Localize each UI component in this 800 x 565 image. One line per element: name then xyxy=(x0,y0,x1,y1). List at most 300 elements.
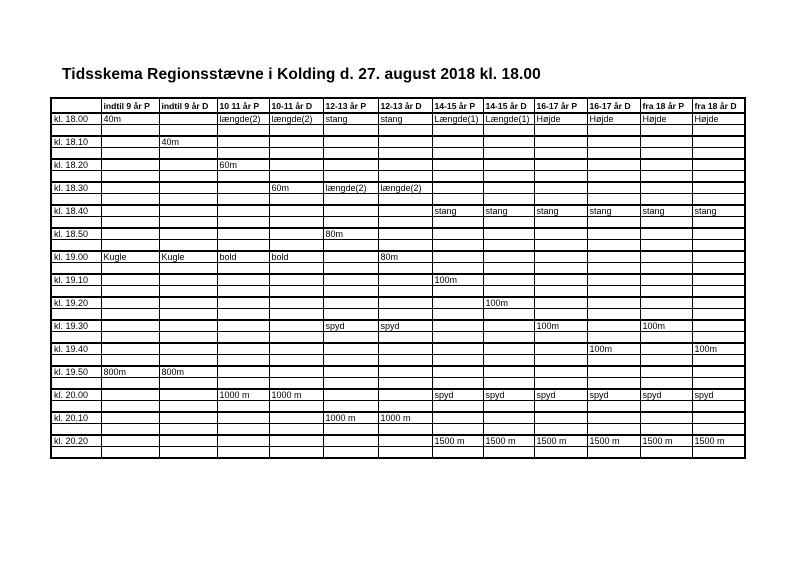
event-cell xyxy=(692,182,745,194)
event-cell xyxy=(269,297,323,309)
event-cell: spyd xyxy=(432,389,483,401)
spacer-row xyxy=(51,217,745,229)
empty-cell xyxy=(101,125,159,137)
event-cell: 60m xyxy=(269,182,323,194)
event-cell xyxy=(101,389,159,401)
empty-cell xyxy=(483,263,534,275)
event-cell xyxy=(217,320,269,332)
event-cell xyxy=(483,366,534,378)
empty-cell xyxy=(432,263,483,275)
empty-cell xyxy=(269,263,323,275)
empty-cell xyxy=(51,378,101,390)
empty-cell xyxy=(323,148,378,160)
column-header: 14-15 år D xyxy=(483,98,534,113)
empty-cell xyxy=(101,148,159,160)
empty-cell xyxy=(51,309,101,321)
empty-cell xyxy=(692,332,745,344)
event-cell xyxy=(692,366,745,378)
event-cell: 100m xyxy=(483,297,534,309)
empty-cell xyxy=(587,125,640,137)
event-cell xyxy=(587,228,640,240)
event-cell xyxy=(483,343,534,355)
event-cell xyxy=(217,205,269,217)
table-row xyxy=(51,320,745,332)
empty-cell xyxy=(534,424,587,436)
spacer-row xyxy=(51,286,745,298)
event-cell xyxy=(432,320,483,332)
empty-cell xyxy=(101,309,159,321)
empty-cell xyxy=(269,194,323,206)
empty-cell xyxy=(217,401,269,413)
table-row xyxy=(51,136,745,148)
empty-cell xyxy=(692,401,745,413)
empty-cell xyxy=(640,424,692,436)
empty-cell xyxy=(587,194,640,206)
empty-cell xyxy=(269,125,323,137)
empty-cell xyxy=(323,240,378,252)
empty-cell xyxy=(483,171,534,183)
event-cell xyxy=(640,366,692,378)
event-cell xyxy=(534,297,587,309)
event-cell xyxy=(269,228,323,240)
empty-cell xyxy=(269,148,323,160)
empty-cell xyxy=(432,194,483,206)
event-cell xyxy=(534,136,587,148)
empty-cell xyxy=(217,171,269,183)
empty-cell xyxy=(159,148,217,160)
event-cell xyxy=(101,205,159,217)
empty-cell xyxy=(432,355,483,367)
empty-cell xyxy=(432,401,483,413)
event-cell: 800m xyxy=(159,366,217,378)
event-cell xyxy=(692,274,745,286)
empty-cell xyxy=(432,332,483,344)
spacer-row xyxy=(51,309,745,321)
empty-cell xyxy=(378,332,432,344)
empty-cell xyxy=(159,401,217,413)
event-cell xyxy=(483,182,534,194)
empty-cell xyxy=(640,378,692,390)
empty-cell xyxy=(587,286,640,298)
event-cell xyxy=(378,159,432,171)
empty-cell xyxy=(587,217,640,229)
event-cell xyxy=(640,274,692,286)
event-cell: 100m xyxy=(640,320,692,332)
event-cell xyxy=(534,366,587,378)
event-cell: spyd xyxy=(692,389,745,401)
event-cell: 1500 m xyxy=(534,435,587,447)
event-cell xyxy=(640,297,692,309)
empty-cell xyxy=(432,378,483,390)
event-cell xyxy=(640,343,692,355)
event-cell xyxy=(269,412,323,424)
empty-cell xyxy=(640,125,692,137)
event-cell xyxy=(483,320,534,332)
event-cell: stang xyxy=(483,205,534,217)
empty-cell xyxy=(323,378,378,390)
event-cell: spyd xyxy=(534,389,587,401)
empty-cell xyxy=(323,194,378,206)
event-cell: stang xyxy=(534,205,587,217)
event-cell xyxy=(483,412,534,424)
empty-cell xyxy=(159,240,217,252)
empty-cell xyxy=(692,194,745,206)
empty-cell xyxy=(269,424,323,436)
empty-cell xyxy=(269,286,323,298)
empty-cell xyxy=(159,355,217,367)
event-cell xyxy=(323,251,378,263)
event-cell: Højde xyxy=(534,113,587,125)
empty-cell xyxy=(534,355,587,367)
event-cell xyxy=(587,136,640,148)
empty-cell xyxy=(432,171,483,183)
empty-cell xyxy=(378,240,432,252)
time-cell: kl. 18.50 xyxy=(51,228,101,240)
event-cell: 40m xyxy=(159,136,217,148)
event-cell xyxy=(269,205,323,217)
event-cell xyxy=(587,251,640,263)
empty-cell xyxy=(587,401,640,413)
event-cell xyxy=(378,228,432,240)
event-cell xyxy=(159,412,217,424)
event-cell xyxy=(101,136,159,148)
empty-cell xyxy=(323,332,378,344)
empty-cell xyxy=(101,217,159,229)
event-cell: 60m xyxy=(217,159,269,171)
time-cell: kl. 19.10 xyxy=(51,274,101,286)
event-cell xyxy=(378,136,432,148)
empty-cell xyxy=(269,355,323,367)
event-cell: spyd xyxy=(378,320,432,332)
empty-cell xyxy=(483,240,534,252)
column-header: 10 11 år P xyxy=(217,98,269,113)
empty-cell xyxy=(640,240,692,252)
event-cell xyxy=(323,297,378,309)
spacer-row xyxy=(51,125,745,137)
empty-cell xyxy=(159,424,217,436)
time-cell: kl. 20.10 xyxy=(51,412,101,424)
event-cell: bold xyxy=(269,251,323,263)
event-cell: 40m xyxy=(101,113,159,125)
event-cell: længde(2) xyxy=(269,113,323,125)
event-cell: længde(2) xyxy=(323,182,378,194)
empty-cell xyxy=(534,217,587,229)
event-cell xyxy=(269,274,323,286)
empty-cell xyxy=(51,355,101,367)
event-cell: stang xyxy=(692,205,745,217)
empty-cell xyxy=(483,194,534,206)
empty-cell xyxy=(217,217,269,229)
event-cell xyxy=(587,274,640,286)
event-cell xyxy=(217,274,269,286)
event-cell xyxy=(217,182,269,194)
event-cell: 80m xyxy=(323,228,378,240)
event-cell xyxy=(323,205,378,217)
empty-cell xyxy=(101,263,159,275)
empty-cell xyxy=(640,148,692,160)
empty-cell xyxy=(323,125,378,137)
event-cell xyxy=(217,136,269,148)
event-cell xyxy=(323,366,378,378)
event-cell xyxy=(101,297,159,309)
empty-cell xyxy=(159,194,217,206)
empty-cell xyxy=(217,286,269,298)
event-cell: 1000 m xyxy=(217,389,269,401)
empty-cell xyxy=(640,286,692,298)
empty-cell xyxy=(51,447,101,459)
spacer-row xyxy=(51,263,745,275)
empty-cell xyxy=(159,125,217,137)
event-cell xyxy=(101,320,159,332)
table-row xyxy=(51,113,745,125)
empty-cell xyxy=(101,240,159,252)
event-cell xyxy=(217,435,269,447)
empty-cell xyxy=(378,194,432,206)
empty-cell xyxy=(378,424,432,436)
empty-cell xyxy=(159,171,217,183)
event-cell xyxy=(587,182,640,194)
empty-cell xyxy=(587,171,640,183)
event-cell xyxy=(217,228,269,240)
event-cell xyxy=(101,435,159,447)
empty-cell xyxy=(159,332,217,344)
event-cell: 80m xyxy=(378,251,432,263)
event-cell xyxy=(534,251,587,263)
header-corner-cell xyxy=(51,98,101,113)
event-cell xyxy=(587,297,640,309)
event-cell: stang xyxy=(640,205,692,217)
event-cell: Kugle xyxy=(101,251,159,263)
empty-cell xyxy=(483,332,534,344)
table-row xyxy=(51,435,745,447)
event-cell: Længde(1) xyxy=(432,113,483,125)
event-cell xyxy=(159,343,217,355)
empty-cell xyxy=(640,263,692,275)
empty-cell xyxy=(378,286,432,298)
event-cell xyxy=(692,228,745,240)
event-cell: stang xyxy=(587,205,640,217)
empty-cell xyxy=(101,355,159,367)
event-cell: 100m xyxy=(432,274,483,286)
schedule-table xyxy=(50,97,746,459)
event-cell: 1500 m xyxy=(432,435,483,447)
event-cell xyxy=(483,228,534,240)
event-cell xyxy=(101,159,159,171)
spacer-row xyxy=(51,447,745,459)
event-cell: Højde xyxy=(587,113,640,125)
event-cell xyxy=(378,435,432,447)
time-cell: kl. 19.00 xyxy=(51,251,101,263)
empty-cell xyxy=(269,240,323,252)
empty-cell xyxy=(534,309,587,321)
empty-cell xyxy=(269,171,323,183)
empty-cell xyxy=(534,447,587,459)
event-cell xyxy=(534,412,587,424)
event-cell xyxy=(692,136,745,148)
event-cell xyxy=(269,435,323,447)
event-cell xyxy=(217,412,269,424)
empty-cell xyxy=(587,355,640,367)
time-cell: kl. 18.10 xyxy=(51,136,101,148)
empty-cell xyxy=(378,378,432,390)
event-cell xyxy=(323,274,378,286)
empty-cell xyxy=(51,194,101,206)
event-cell xyxy=(483,136,534,148)
event-cell xyxy=(101,412,159,424)
empty-cell xyxy=(692,447,745,459)
empty-cell xyxy=(51,240,101,252)
event-cell xyxy=(432,136,483,148)
empty-cell xyxy=(101,194,159,206)
table-row xyxy=(51,182,745,194)
event-cell xyxy=(159,389,217,401)
event-cell xyxy=(640,228,692,240)
empty-cell xyxy=(159,447,217,459)
empty-cell xyxy=(101,171,159,183)
spacer-row xyxy=(51,171,745,183)
empty-cell xyxy=(51,424,101,436)
empty-cell xyxy=(323,171,378,183)
event-cell xyxy=(323,435,378,447)
empty-cell xyxy=(217,148,269,160)
empty-cell xyxy=(51,217,101,229)
empty-cell xyxy=(692,240,745,252)
empty-cell xyxy=(378,447,432,459)
empty-cell xyxy=(692,424,745,436)
empty-cell xyxy=(217,355,269,367)
event-cell: 1500 m xyxy=(640,435,692,447)
empty-cell xyxy=(534,171,587,183)
table-row xyxy=(51,343,745,355)
empty-cell xyxy=(587,309,640,321)
event-cell xyxy=(432,366,483,378)
empty-cell xyxy=(587,148,640,160)
empty-cell xyxy=(378,355,432,367)
empty-cell xyxy=(269,447,323,459)
time-cell: kl. 18.20 xyxy=(51,159,101,171)
column-header: 12-13 år P xyxy=(323,98,378,113)
event-cell xyxy=(378,274,432,286)
event-cell xyxy=(640,251,692,263)
empty-cell xyxy=(483,355,534,367)
time-cell: kl. 19.50 xyxy=(51,366,101,378)
empty-cell xyxy=(51,171,101,183)
table-row xyxy=(51,205,745,217)
column-header: 12-13 år D xyxy=(378,98,432,113)
event-cell xyxy=(378,297,432,309)
column-header: fra 18 år P xyxy=(640,98,692,113)
event-cell xyxy=(159,320,217,332)
empty-cell xyxy=(483,125,534,137)
event-cell: 100m xyxy=(534,320,587,332)
event-cell xyxy=(534,159,587,171)
event-cell xyxy=(159,435,217,447)
event-cell xyxy=(269,159,323,171)
event-cell xyxy=(101,343,159,355)
empty-cell xyxy=(692,217,745,229)
event-cell xyxy=(534,228,587,240)
empty-cell xyxy=(378,263,432,275)
event-cell xyxy=(534,343,587,355)
empty-cell xyxy=(51,148,101,160)
empty-cell xyxy=(217,240,269,252)
empty-cell xyxy=(692,263,745,275)
empty-cell xyxy=(217,378,269,390)
empty-cell xyxy=(432,309,483,321)
event-cell xyxy=(432,182,483,194)
empty-cell xyxy=(640,355,692,367)
event-cell xyxy=(101,274,159,286)
event-cell: Højde xyxy=(692,113,745,125)
empty-cell xyxy=(101,286,159,298)
empty-cell xyxy=(534,332,587,344)
empty-cell xyxy=(640,401,692,413)
table-row xyxy=(51,412,745,424)
empty-cell xyxy=(378,125,432,137)
event-cell xyxy=(159,159,217,171)
event-cell xyxy=(269,320,323,332)
empty-cell xyxy=(692,148,745,160)
empty-cell xyxy=(692,355,745,367)
empty-cell xyxy=(587,378,640,390)
event-cell: 1500 m xyxy=(483,435,534,447)
spacer-row xyxy=(51,424,745,436)
table-row xyxy=(51,228,745,240)
empty-cell xyxy=(159,263,217,275)
empty-cell xyxy=(640,171,692,183)
column-header: 16-17 år P xyxy=(534,98,587,113)
empty-cell xyxy=(534,378,587,390)
empty-cell xyxy=(692,309,745,321)
empty-cell xyxy=(101,332,159,344)
event-cell: længde(2) xyxy=(378,182,432,194)
event-cell xyxy=(432,343,483,355)
empty-cell xyxy=(640,447,692,459)
empty-cell xyxy=(51,401,101,413)
event-cell xyxy=(692,297,745,309)
spacer-row xyxy=(51,332,745,344)
event-cell xyxy=(217,366,269,378)
empty-cell xyxy=(432,286,483,298)
event-cell xyxy=(587,366,640,378)
empty-cell xyxy=(217,125,269,137)
empty-cell xyxy=(217,424,269,436)
event-cell xyxy=(692,159,745,171)
event-cell: 100m xyxy=(587,343,640,355)
table-row xyxy=(51,274,745,286)
event-cell xyxy=(323,389,378,401)
event-cell xyxy=(323,343,378,355)
empty-cell xyxy=(640,194,692,206)
empty-cell xyxy=(587,447,640,459)
event-cell xyxy=(159,113,217,125)
event-cell: stang xyxy=(323,113,378,125)
empty-cell xyxy=(217,447,269,459)
event-cell xyxy=(323,136,378,148)
event-cell: bold xyxy=(217,251,269,263)
empty-cell xyxy=(587,332,640,344)
empty-cell xyxy=(534,194,587,206)
empty-cell xyxy=(269,309,323,321)
spacer-row xyxy=(51,355,745,367)
empty-cell xyxy=(217,263,269,275)
empty-cell xyxy=(51,332,101,344)
event-cell xyxy=(692,320,745,332)
empty-cell xyxy=(323,286,378,298)
event-cell xyxy=(269,136,323,148)
empty-cell xyxy=(101,378,159,390)
empty-cell xyxy=(640,332,692,344)
